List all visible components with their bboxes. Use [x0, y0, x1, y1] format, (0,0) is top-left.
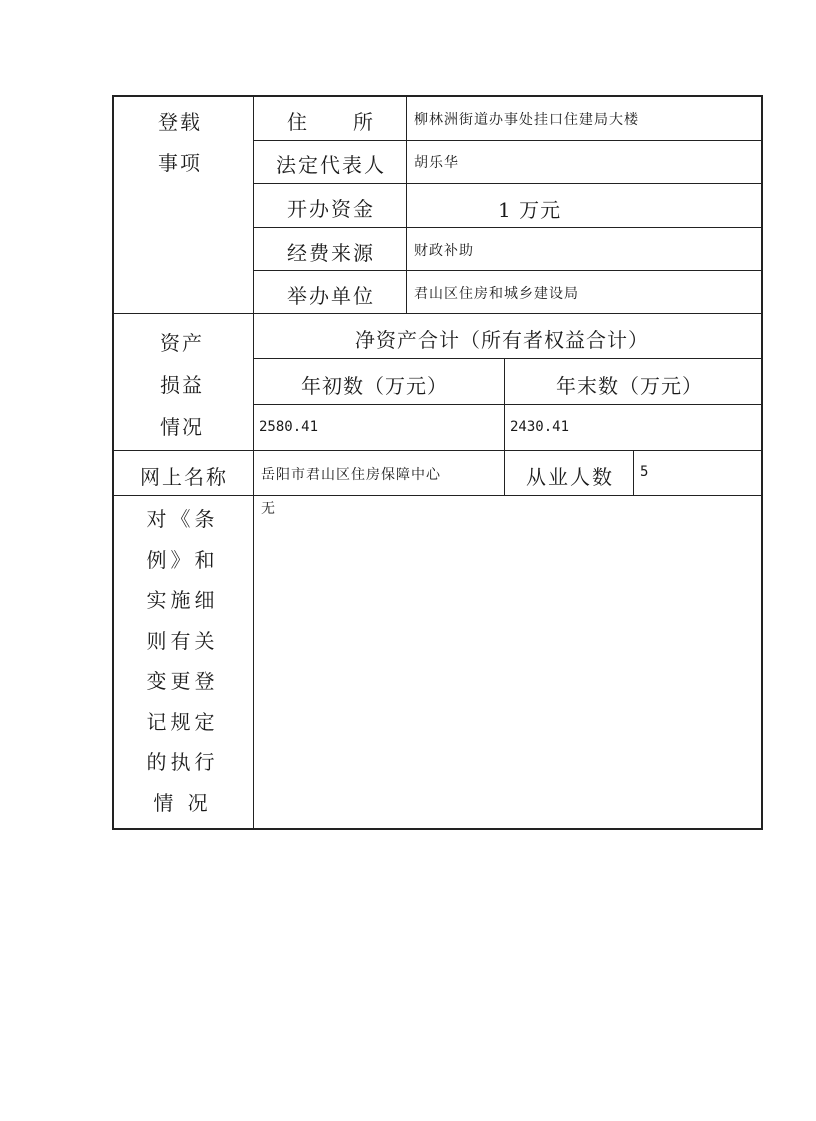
row-divider-9: [112, 495, 763, 496]
address-label: 住 所: [287, 110, 375, 134]
section-assets-line2: 损益: [160, 373, 204, 397]
online-name-label: 网上名称: [140, 465, 228, 489]
regulation-label-line: 则有关: [146, 628, 219, 653]
online-name-value: 岳阳市君山区住房保障中心: [261, 467, 441, 483]
sponsor-value: 君山区住房和城乡建设局: [414, 286, 579, 302]
row-divider-5: [112, 313, 763, 314]
capital-label: 开办资金: [287, 197, 375, 221]
end-label: 年末数（万元）: [556, 374, 703, 398]
begin-value: 2580.41: [259, 419, 319, 435]
regulation-label-line: 对《条: [146, 507, 219, 531]
section-dengzai-line2: 事项: [158, 151, 202, 175]
col-divider-employees: [633, 450, 634, 496]
begin-label: 年初数（万元）: [301, 374, 448, 398]
regulation-label-line: 记规定: [146, 709, 219, 734]
end-value: 2430.41: [510, 419, 570, 435]
col-divider-online-mid: [504, 450, 505, 496]
sponsor-label: 举办单位: [287, 284, 375, 308]
row-divider-2: [253, 183, 763, 184]
row-divider-4: [253, 270, 763, 271]
col-divider-left: [253, 95, 254, 830]
row-divider-3: [253, 227, 763, 228]
regulation-label-line: 的执行: [146, 750, 219, 774]
row-divider-8: [112, 450, 763, 451]
funding-label: 经费来源: [287, 241, 375, 265]
row-divider-7: [253, 404, 763, 405]
regulation-label-line: 实施细: [146, 588, 219, 612]
regulation-label-line: 变更登: [146, 669, 219, 693]
section-assets-line1: 资产: [160, 331, 204, 355]
section-assets-line3: 情况: [160, 415, 204, 439]
address-value: 柳林洲街道办事处挂口住建局大楼: [414, 112, 639, 128]
row-divider-1: [253, 140, 763, 141]
regulation-label-line: 情 况: [153, 790, 212, 815]
employees-label: 从业人数: [526, 465, 614, 489]
capital-value: 1 万元: [498, 198, 562, 222]
legal-rep-value: 胡乐华: [414, 155, 459, 171]
regulation-label-line: 例》和: [146, 547, 219, 572]
section-dengzai-line1: 登载: [158, 110, 202, 134]
regulation-value: 无: [261, 501, 276, 517]
col-divider-label-value: [406, 95, 407, 313]
funding-value: 财政补助: [414, 243, 474, 259]
net-assets-header: 净资产合计（所有者权益合计）: [355, 328, 649, 352]
employees-value: 5: [640, 464, 649, 480]
legal-rep-label: 法定代表人: [276, 153, 386, 177]
regulation-label: [112, 499, 253, 823]
row-divider-6: [253, 358, 763, 359]
